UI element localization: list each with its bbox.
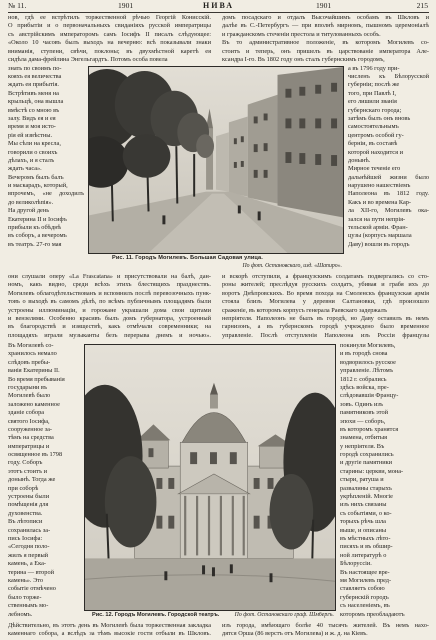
text-line: стоитъ и теперь, онъ пришелъ въ царствованіе императора Але- bbox=[222, 47, 429, 55]
text-line: губернскаго города; bbox=[348, 106, 402, 114]
building-distant bbox=[216, 132, 229, 191]
text-line: году. Соборъ bbox=[8, 459, 43, 467]
right-column-narrow-1 bbox=[348, 65, 429, 251]
text-line: берніи, въ составѣ bbox=[348, 140, 398, 148]
figure-11-caption: Рис. 11. Городъ Могилевъ. Большая Садовая улица. bbox=[112, 255, 263, 261]
text-line: здѣсь войска, пре- bbox=[340, 383, 389, 391]
text-line: домъ посадскаго и отдалъ Высочайшимъ особамъ въ Шкловъ и bbox=[222, 14, 429, 21]
text-line: ждать часа». bbox=[8, 165, 42, 173]
text-line: и вскорѣ отступили, а французскимъ солдатамъ подвергались со сто- bbox=[222, 273, 429, 280]
text-line: товъ о выходѣ въ самомъ дѣлѣ, по всѣмъ публичнымъ площадямъ были bbox=[8, 298, 211, 306]
window bbox=[331, 155, 337, 166]
text-line: покинули Могилевъ, bbox=[340, 342, 396, 349]
person bbox=[270, 573, 273, 582]
text-line: донынѣ. bbox=[348, 156, 371, 164]
window bbox=[241, 136, 244, 142]
window bbox=[254, 516, 260, 529]
window bbox=[264, 170, 268, 178]
text-line: камень». Это bbox=[8, 576, 44, 584]
text-line: въ мѣстныхъ лѣто- bbox=[340, 534, 391, 542]
window bbox=[315, 154, 321, 165]
text-line: стояла близъ Могилева у деревни Салтановки, гдѣ произошло bbox=[222, 298, 429, 306]
window bbox=[254, 170, 258, 178]
window bbox=[299, 153, 305, 164]
text-line: вниманія, ступени, свѣчи, поклоны; въ двухмѣстной каретѣ ея bbox=[8, 47, 211, 55]
text-line: самостоятельнымъ bbox=[348, 123, 399, 131]
text-line: памятниковъ этой bbox=[340, 409, 388, 417]
text-line: зовъ. Одинъ изъ bbox=[340, 400, 384, 408]
right-column-top bbox=[222, 14, 429, 65]
text-line: непріятеля. Наполеонъ не былъ въ городѣ, но Даву оставилъ въ немъ bbox=[222, 314, 429, 322]
text-line: этотъ стоитъ и bbox=[8, 467, 47, 475]
text-line: Екатерина II и Іосифъ bbox=[8, 215, 67, 223]
left-column-top bbox=[8, 14, 211, 65]
person bbox=[202, 565, 205, 574]
text-line: нов, гдѣ ее встрѣтилъ торжественной рѣчью Георгій Конисскій. bbox=[8, 14, 211, 21]
text-line: Во время пребыванія bbox=[8, 375, 65, 383]
text-line: и вензелями. Особенно красивъ былъ домъ губернатора, устроенный bbox=[8, 314, 211, 322]
window bbox=[230, 452, 237, 464]
text-line: стыри, ратуша и bbox=[340, 476, 384, 484]
text-line: государыни въ bbox=[8, 383, 47, 391]
sadovaya-street-illustration bbox=[89, 67, 343, 253]
text-line: «Около 10 часовъ былъ выходъ на вечерню: всѣ показывали знаки bbox=[8, 39, 211, 47]
text-line: дальнѣйшей жизни было bbox=[348, 173, 429, 181]
left-column-bottom bbox=[8, 622, 211, 639]
text-line: Дѣйствительно, въ этотъ день въ Могилевѣ была торжественная закладка bbox=[8, 622, 211, 629]
text-line: старины: церкви, мона- bbox=[340, 467, 404, 475]
window bbox=[168, 478, 174, 489]
text-line: Наполеона въ 1812 году. bbox=[348, 190, 429, 198]
text-line: Въ лѣтописи bbox=[8, 518, 43, 526]
text-line: донынѣ. Тогда же bbox=[8, 476, 56, 484]
window bbox=[299, 87, 305, 96]
text-line: водворилось русское bbox=[340, 358, 396, 366]
text-line: терина — второй bbox=[8, 568, 54, 576]
text-line: до великолѣпія». bbox=[8, 198, 54, 206]
text-line: тѣмъ на средства bbox=[8, 434, 54, 442]
figure-12-caption: Рис. 12. Городъ Могилевъ. Городской театръ. bbox=[92, 612, 220, 618]
left-column-narrow-1 bbox=[8, 65, 84, 251]
text-line: зданіе собора bbox=[8, 409, 45, 417]
year-left: 1901 bbox=[118, 1, 134, 10]
text-line: ной литературѣ о bbox=[340, 551, 387, 559]
header-rule bbox=[8, 12, 429, 13]
right-column-bottom bbox=[222, 622, 429, 639]
year-right: 1901 bbox=[316, 1, 332, 10]
window bbox=[168, 516, 174, 529]
window bbox=[331, 118, 337, 128]
text-line: и другіе памятники bbox=[340, 459, 393, 467]
text-line: развалины старыхъ bbox=[340, 484, 392, 492]
text-line: губерніи; послѣ же bbox=[348, 81, 400, 89]
text-line: мя Могилевъ пред- bbox=[340, 576, 392, 584]
text-line: и въ городѣ снова bbox=[340, 350, 388, 358]
window bbox=[234, 138, 237, 144]
person bbox=[230, 564, 233, 573]
text-line: сраженіе, въ которомъ корпусъ генерала Раевскаго задержалъ bbox=[222, 306, 388, 314]
window bbox=[285, 152, 291, 163]
text-line: и маскарадъ, который, bbox=[8, 182, 68, 190]
window bbox=[254, 144, 258, 152]
text-line: съ событіями, о ко- bbox=[340, 509, 392, 517]
left-column-middle bbox=[8, 273, 211, 341]
window bbox=[234, 162, 237, 168]
text-line: Вечеромъ былъ балъ bbox=[8, 173, 64, 181]
text-line: лебномъ. bbox=[8, 610, 33, 618]
text-line: впрочемъ, «не доходилъ bbox=[8, 190, 84, 198]
window bbox=[315, 118, 321, 128]
window bbox=[210, 452, 217, 464]
text-line: «Сегодня поло- bbox=[8, 543, 50, 551]
text-line: въ благородствѣ и изяществѣ, какъ отмѣчали современники; на bbox=[8, 323, 211, 331]
person bbox=[212, 567, 215, 576]
city-theatre-illustration bbox=[85, 345, 335, 610]
text-line: Въ Могилевѣ со- bbox=[8, 342, 54, 349]
text-line: святого Іосифа, bbox=[8, 417, 50, 425]
text-line: дѣлахъ, и я сталъ bbox=[8, 156, 55, 164]
text-line: того, при Павлѣ I, bbox=[348, 89, 397, 97]
text-line: сохранилась за- bbox=[8, 526, 51, 534]
text-line: Встрѣтивъ меня на bbox=[8, 89, 59, 97]
text-line: жилъ я первый bbox=[8, 551, 49, 559]
text-line: прибыли къ обѣднѣ bbox=[8, 224, 62, 232]
window bbox=[299, 118, 305, 128]
right-column-middle bbox=[222, 273, 429, 341]
text-line: его лишили званія bbox=[348, 98, 397, 106]
text-line: ксандра I-го. Въ 1802 году онъ сталъ губернскимъ городомъ, bbox=[222, 55, 385, 63]
text-line: а въ 1796 году при- bbox=[348, 64, 400, 72]
text-line: съ населеніемъ, въ bbox=[340, 602, 390, 610]
text-line: зался на пути непрія- bbox=[348, 215, 406, 223]
text-line: Мы сѣли на кресла, bbox=[8, 140, 61, 148]
tree-crown bbox=[105, 456, 157, 547]
text-line: освященное въ 1798 bbox=[8, 451, 63, 459]
window bbox=[331, 83, 337, 92]
window bbox=[285, 118, 291, 128]
text-line: роны жителей; преслѣдуя русскихъ солдатъ, убивая и грабя ихъ до bbox=[222, 281, 429, 289]
window bbox=[156, 478, 162, 489]
text-line: знамена, отбитыя bbox=[340, 434, 388, 442]
text-line: Даву) вошли въ городъ bbox=[348, 240, 410, 248]
text-line: Въ то административное положеніе, въ которомъ Могилевъ со- bbox=[222, 39, 429, 47]
tree-crown bbox=[123, 134, 171, 178]
text-line: городѣ сохранились bbox=[340, 451, 394, 459]
text-line: слѣдовъ пребы- bbox=[8, 358, 51, 366]
text-line: выше, и описаны bbox=[340, 526, 387, 534]
text-line: ждать ея прибытія. bbox=[8, 81, 59, 89]
text-line: 1812 г. собрались bbox=[340, 375, 387, 383]
pedestrian bbox=[162, 215, 165, 224]
text-line: говорили о своихъ bbox=[8, 148, 58, 156]
person bbox=[164, 571, 167, 580]
text-line: центромъ особой гу- bbox=[348, 131, 404, 139]
pedestrian bbox=[258, 211, 261, 220]
text-line: На другой день bbox=[8, 207, 50, 215]
text-line: залу. Видъ ея и ея bbox=[8, 114, 56, 122]
text-line: кояхъ ея величества bbox=[8, 72, 62, 80]
text-line: пись Іосифа: bbox=[8, 534, 43, 542]
text-line: рія ей извѣстны. bbox=[8, 131, 53, 139]
pedestrian bbox=[238, 206, 241, 214]
magazine-title: НИВА bbox=[203, 1, 235, 10]
text-line: они слушали оперу «La Frascatana» и присутствовали на балѣ, дан- bbox=[8, 273, 211, 280]
tree-crown bbox=[196, 134, 214, 158]
text-line: было торже- bbox=[8, 593, 42, 601]
window bbox=[285, 89, 291, 98]
text-line: и гражданскомъ стеченіи престола и титулованныхъ особъ. bbox=[222, 30, 381, 38]
text-line: ла XII-го, Могилевъ ока- bbox=[348, 207, 429, 215]
figure-12-caption-block bbox=[84, 612, 336, 621]
text-line: при соборѣ bbox=[8, 484, 39, 492]
tree-crown bbox=[270, 474, 314, 549]
text-line: вмѣстѣ со мною въ bbox=[8, 106, 60, 114]
text-line: ванія Екатерины II. bbox=[8, 367, 60, 375]
text-line: которомъ преобладаютъ bbox=[340, 610, 405, 618]
text-line: изъ нихъ связаны bbox=[340, 501, 387, 509]
window bbox=[268, 478, 274, 489]
text-line: сидѣла дама-фрейлина Энгельгардтъ. Потомъ особа повела bbox=[8, 55, 168, 63]
text-line: крыльцѣ, она вышла bbox=[8, 98, 64, 106]
text-line: укрѣпленій. Многіе bbox=[340, 493, 393, 501]
text-line: слѣдовавшія Францу- bbox=[340, 392, 399, 400]
text-line: номъ, какъ видно, среди всѣхъ этихъ блестящихъ празднествъ. bbox=[8, 281, 211, 289]
text-line: губернскій городъ bbox=[340, 593, 389, 601]
text-line: площадяхъ играли музыканты безъ перерыва днемъ и ночью». bbox=[8, 331, 211, 339]
window bbox=[241, 161, 244, 167]
text-line: хранилось немало bbox=[8, 350, 57, 358]
text-line: у непріятеля. Въ bbox=[340, 442, 385, 450]
window bbox=[254, 116, 258, 123]
text-line: каменнаго собора, а вслѣдъ за тѣмъ высокіе гости отбыли въ Шкловъ. bbox=[8, 630, 211, 638]
text-line: цузы (корпусъ маршала bbox=[348, 232, 412, 240]
text-line: въ театръ. 27-го мая bbox=[8, 240, 62, 248]
left-column-narrow-2 bbox=[8, 342, 80, 620]
text-line: духовенства. bbox=[8, 509, 43, 517]
text-line: событіе отмѣчено bbox=[8, 585, 56, 593]
text-line: торыхъ рѣчь шла bbox=[340, 518, 386, 526]
text-line: О прибытіи и о первоначальныхъ свиданіяхъ русской императрицы bbox=[8, 22, 211, 30]
text-line: императрицы и bbox=[8, 442, 50, 450]
text-line: въ соборъ, а вечеромъ bbox=[8, 232, 67, 240]
figure-11-credit: По фот. Остановскаго, изд. «Шапиро». bbox=[242, 262, 342, 269]
issue-number: № 11. bbox=[8, 1, 27, 10]
dome-lantern bbox=[210, 395, 218, 409]
text-line: помѣщенія для bbox=[8, 501, 49, 509]
text-line: ственнымъ мо- bbox=[8, 602, 49, 610]
text-line: тельской арміи. Фран- bbox=[348, 224, 408, 232]
text-line: Бѣлоруссіи. bbox=[340, 560, 372, 568]
text-line: изъ города, имѣющаго болѣе 40 тысячъ жителей. Въ немъ нахо- bbox=[222, 622, 429, 629]
text-line: Могилевъ облагодѣтельствованъ и вспомнилъ послѣ перевозочныхъ пунк- bbox=[8, 289, 211, 297]
text-line: заложено каменное bbox=[8, 400, 60, 408]
window bbox=[190, 452, 197, 464]
text-line: камень, а Ека- bbox=[8, 560, 46, 568]
text-line: дятся Орша (86 верстъ отъ Могилева) и ж. д. на Кіевъ. bbox=[222, 630, 368, 638]
figure-11-photo bbox=[88, 66, 344, 254]
text-line: знать по своимъ по- bbox=[8, 64, 62, 72]
text-line: численъ къ Бѣлорусской bbox=[348, 72, 429, 80]
text-line: въ которомъ хранятся bbox=[340, 425, 399, 433]
text-line: гарнизонъ, а въ губернскомъ городѣ учреждено было временное bbox=[222, 323, 429, 331]
figure-11-caption-block bbox=[88, 255, 344, 271]
text-line: воротъ Днѣпровскихъ. Во время похода на Смоленскъ французская армія bbox=[222, 289, 429, 297]
text-line: далѣе въ С.-Петербургъ — при вполнѣ мирномъ, пышномъ церемоніалѣ bbox=[222, 22, 429, 30]
text-line: нарушено нашествіемъ bbox=[348, 182, 411, 190]
text-line: эпохи — соборъ, bbox=[340, 417, 386, 425]
window bbox=[254, 478, 260, 489]
text-line: затѣмъ былъ онъ вновь bbox=[348, 114, 411, 122]
page-number: 215 bbox=[416, 1, 428, 10]
text-line: съ австрійскимъ императоромъ самъ Іосифъ II писалъ слѣдующее: bbox=[8, 30, 211, 38]
text-line: время и моя исто- bbox=[8, 123, 56, 131]
text-line: сооруженное за- bbox=[8, 425, 52, 433]
figure-12-photo bbox=[84, 344, 336, 611]
text-line: Въ настоящее вре- bbox=[340, 568, 390, 576]
text-line: которой находится и bbox=[348, 148, 403, 156]
text-line: Могилевѣ было bbox=[8, 392, 51, 400]
window bbox=[264, 143, 268, 151]
window bbox=[315, 85, 321, 94]
building-middle bbox=[248, 95, 278, 204]
figure-12-credit: По фот. Остановскаго граф. Шмбергъ. bbox=[234, 612, 334, 618]
theatre-square-ground bbox=[85, 558, 335, 610]
text-line: управленіе. Послѣ отступленія Наполеона изъ Россіи французы bbox=[222, 331, 429, 339]
right-column-narrow-2 bbox=[340, 342, 429, 620]
window bbox=[264, 114, 268, 121]
window bbox=[148, 448, 153, 457]
tree-trunk bbox=[176, 146, 177, 203]
text-line: Мирное теченіе его bbox=[348, 165, 401, 173]
text-line: писяхъ и въ обшир- bbox=[340, 543, 393, 551]
text-line: управленіе. Лѣтомъ bbox=[340, 367, 393, 375]
text-line: устроены были bbox=[8, 493, 50, 501]
text-line: устроены иллюминаціи, и горожане украшали дома свои щитами bbox=[8, 306, 211, 314]
building-far bbox=[229, 116, 248, 196]
text-line: ставляетъ собою bbox=[340, 585, 385, 593]
window bbox=[156, 516, 162, 529]
text-line: Какъ и во времена Кар- bbox=[348, 198, 411, 206]
